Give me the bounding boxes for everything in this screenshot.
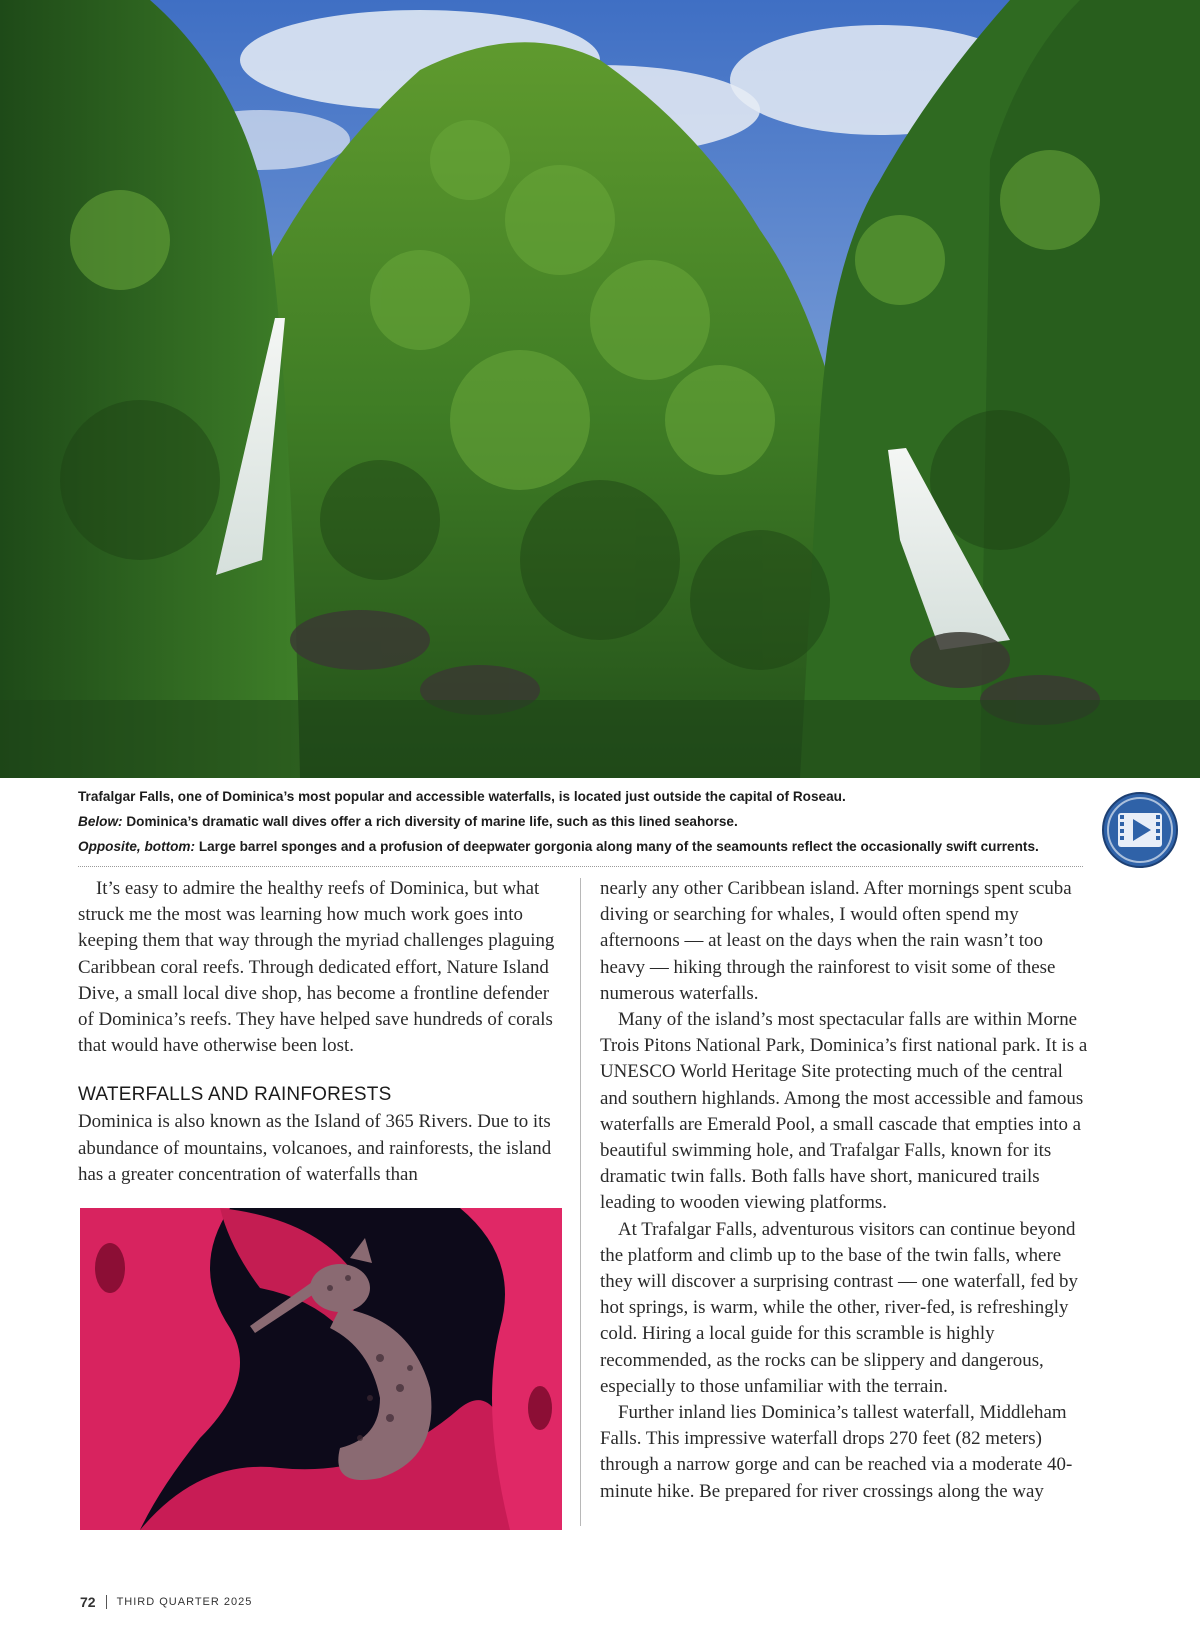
hero-photo-trafalgar-falls	[0, 0, 1200, 778]
caption-opposite-lead: Opposite, bottom:	[78, 839, 196, 854]
caption-divider	[78, 866, 1083, 867]
right-paragraph-3: At Trafalgar Falls, adventurous visitors can continue beyond the platform and climb up to the base of the twin falls, where they will discover a surprising contrast — one waterfall, fed by hot springs, is warm, while the other, river-fed, is refreshingly cold. Hiring a local guide for this scramble is highly recommended, as the rocks can be slippery and dangerous, especially to those unfamiliar with the terrain.	[600, 1218, 1078, 1397]
photo-captions	[78, 784, 1078, 859]
footer-separator	[106, 1595, 107, 1609]
caption-opposite-text: Large barrel sponges and a profusion of deepwater gorgonia along many of the seamounts reflect the occasionally swift currents.	[195, 839, 1039, 854]
left-paragraph-2: Dominica is also known as the Island of 365 Rivers. Due to its abundance of mountains, volcanoes, and rainforests, the island has a greater concentration of waterfalls than	[78, 1111, 552, 1185]
right-paragraph-1: nearly any other Caribbean island. After mornings spent scuba diving or searching for whales, I would often spend my afternoons — at least on the days when the rain wasn’t too heavy — hiking through the rainforest to visit some of these numerous waterfalls.	[600, 878, 1072, 1004]
page-number: 72	[80, 1594, 96, 1610]
caption-opposite	[78, 834, 1078, 859]
caption-below	[78, 809, 1078, 834]
column-divider	[580, 878, 581, 1526]
caption-below-lead: Below:	[78, 814, 123, 829]
caption-below-text: Dominica’s dramatic wall dives offer a rich diversity of marine life, such as this lined seahorse.	[122, 814, 738, 829]
issue-label: THIRD QUARTER 2025	[116, 1596, 253, 1608]
right-paragraph-4: Further inland lies Dominica’s tallest waterfall, Middleham Falls. This impressive waterfall drops 270 feet (82 meters) through a narrow gorge and can be reached via a moderate 40-minute hike. Be prepared for river crossings along the way	[600, 1402, 1073, 1502]
seahorse-photo	[80, 1208, 562, 1530]
page-footer	[80, 1594, 252, 1610]
caption-main: Trafalgar Falls, one of Dominica’s most popular and accessible waterfalls, is located just outside the capital of Roseau.	[78, 789, 846, 804]
right-paragraph-2: Many of the island’s most spectacular falls are within Morne Trois Pitons National Park, Dominica’s first national park. It is a UNESCO World Heritage Site protecting much of the central and southern highlands. Among the most accessible and famous waterfalls are Emerald Pool, a small cascade that empties into a beautiful swimming hole, and Trafalgar Falls, known for its dramatic twin falls. Both falls have short, manicured trails leading to wooden viewing platforms.	[600, 1009, 1088, 1214]
video-play-icon[interactable]	[1101, 791, 1179, 869]
section-heading-waterfalls: WATERFALLS AND RAINFORESTS	[78, 1084, 392, 1106]
left-paragraph-1: It’s easy to admire the healthy reefs of Dominica, but what struck me the most was learning how much work goes into keeping them that way through the myriad challenges plaguing Caribbean coral reefs. Through dedicated effort, Nature Island Dive, a small local dive shop, has become a frontline defender of Dominica’s reefs. They have helped save hundreds of corals that would have otherwise been lost.	[78, 878, 555, 1057]
article-column-right	[600, 876, 1088, 1505]
article-column-left	[78, 876, 560, 1188]
